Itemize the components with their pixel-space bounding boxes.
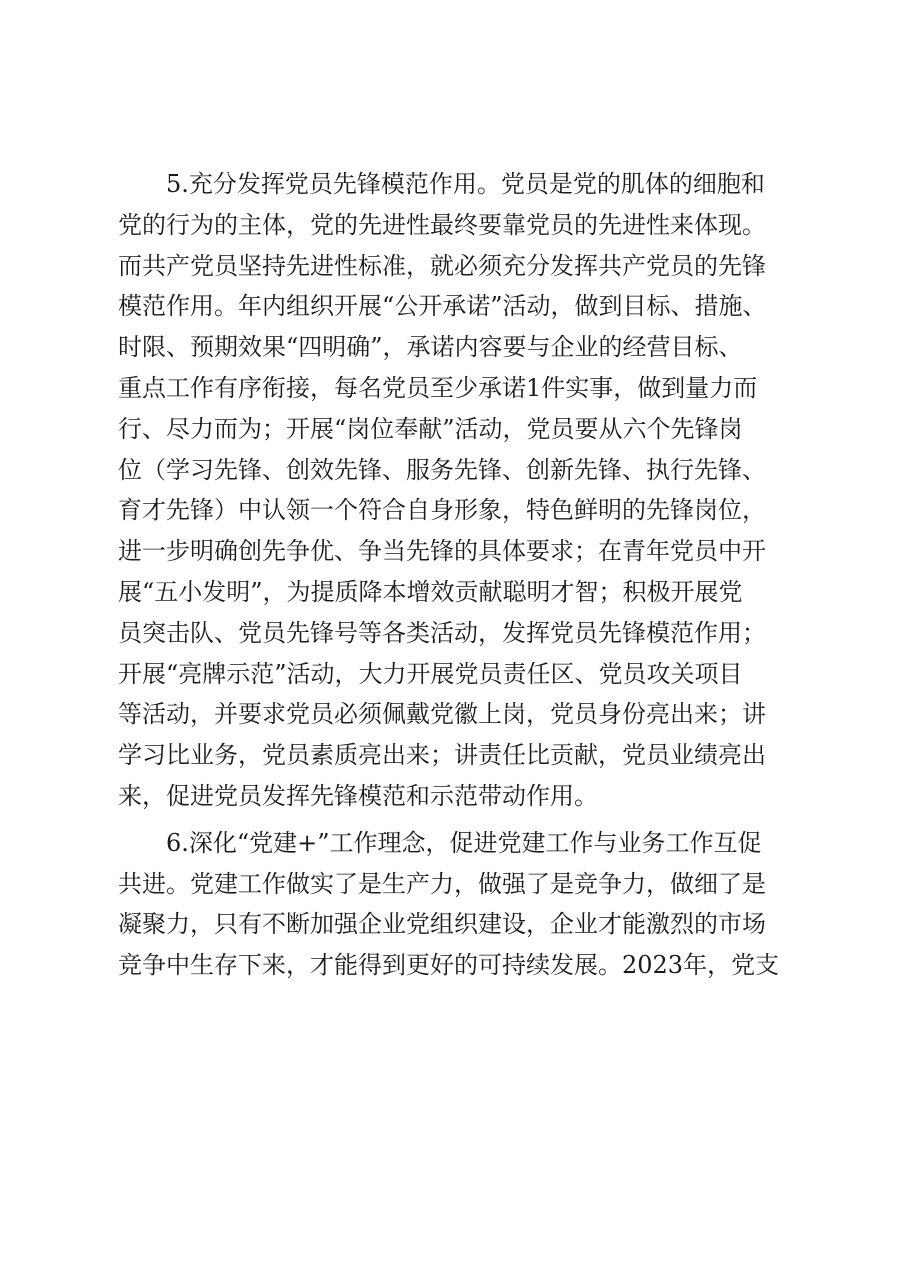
- paragraph-line: 6.深化“党建+”工作理念，促进党建工作与业务工作互促: [118, 828, 762, 857]
- paragraph-line: 展“五小发明”，为提质降本增效贡献聪明才智；积极开展党: [118, 577, 743, 606]
- paragraph-line: 共进。党建工作做实了是生产力，做强了是竞争力，做细了是: [118, 869, 766, 898]
- paragraph-line: 重点工作有序衔接，每名党员至少承诺1件实事，做到量力而: [118, 373, 758, 402]
- paragraph-line: 而共产党员坚持先进性标准，就必须充分发挥共产党员的先锋: [118, 251, 766, 280]
- paragraph-line: 凝聚力，只有不断加强企业党组织建设，企业才能激烈的市场: [118, 910, 766, 939]
- paragraph-line: 育才先锋）中认领一个符合自身形象，特色鲜明的先锋岗位，: [118, 496, 766, 525]
- paragraph-line: 党的行为的主体，党的先进性最终要靠党员的先进性来体现。: [118, 210, 766, 239]
- paragraph-6: [118, 823, 808, 986]
- paragraph-line: 来，促进党员发挥先锋模范和示范带动作用。: [118, 781, 598, 810]
- paragraph-line: 5.充分发挥党员先锋模范作用。党员是党的肌体的细胞和: [118, 170, 765, 198]
- paragraph-line: 学习比业务，党员素质亮出来；讲责任比贡献，党员业绩亮出: [118, 741, 766, 770]
- paragraph-5: [118, 164, 808, 817]
- paragraph-line: 进一步明确创先争优、争当先锋的具体要求；在青年党员中开: [118, 537, 766, 566]
- paragraph-line: 等活动，并要求党员必须佩戴党徽上岗，党员身份亮出来；讲: [118, 700, 766, 729]
- document-body: [118, 164, 808, 986]
- paragraph-line: 时限、预期效果“四明确”，承诺内容要与企业的经营目标、: [118, 333, 743, 362]
- paragraph-line: 行、尽力而为；开展“岗位奉献”活动，党员要从六个先锋岗: [118, 414, 743, 443]
- paragraph-line: 竞争中生存下来，才能得到更好的可持续发展。2023年，党支: [118, 951, 780, 980]
- paragraph-line: 员突击队、党员先锋号等各类活动，发挥党员先锋模范作用；: [118, 618, 766, 647]
- paragraph-line: 模范作用。年内组织开展“公开承诺”活动，做到目标、措施、: [118, 292, 767, 321]
- paragraph-line: 开展“亮牌示范”活动，大力开展党员责任区、党员攻关项目: [118, 659, 743, 688]
- paragraph-line: 位（学习先锋、创效先锋、服务先锋、创新先锋、执行先锋、: [118, 455, 766, 484]
